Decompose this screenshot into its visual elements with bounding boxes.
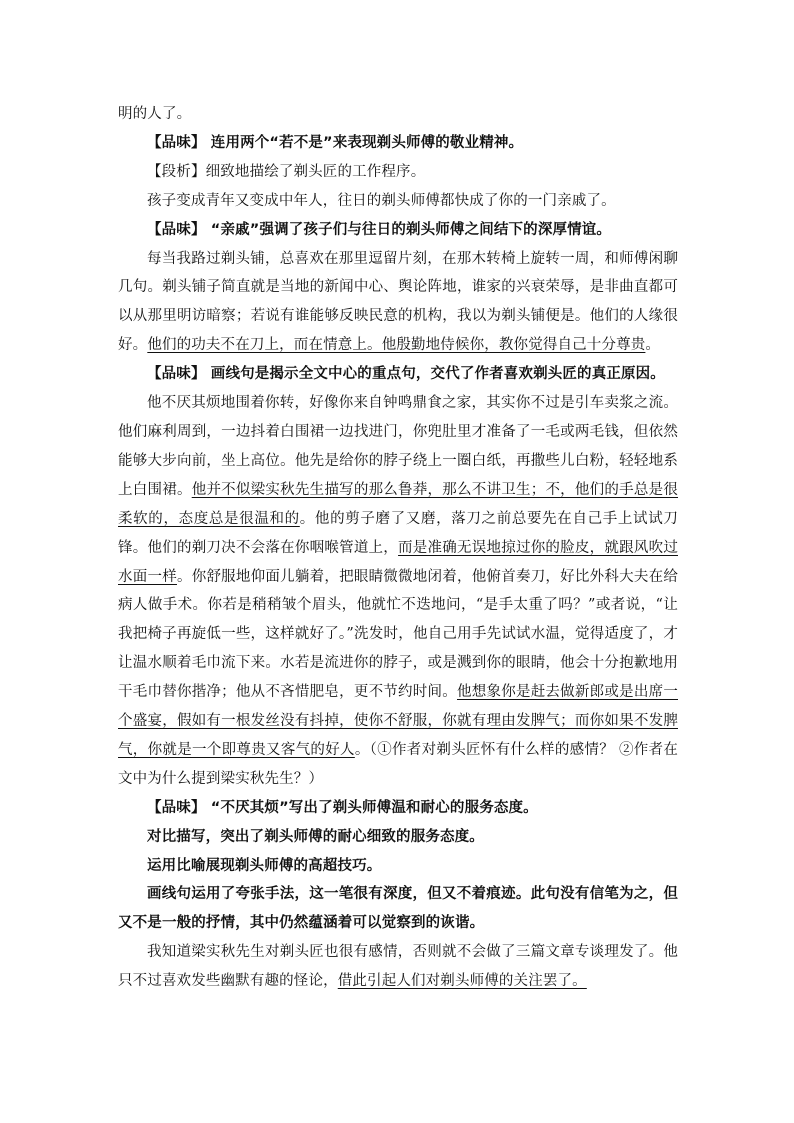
commentary-paragraph [118,880,678,938]
underlined-sentence: 他想象你是赶去做新郎或是出席一个盛宴，假如有一根发丝没有抖掉，使你不舒服，你就有理由发脾气；而你如果不发脾气，你就是一个即尊贵又客气的好人 [118,684,678,758]
body-paragraph [118,938,678,996]
text-segment: 他不厌其烦地围着你转，好像你来自钟鸣鼎食之家，其实你不过是引车卖浆之流。他们麻利周到，一边抖着白围裙一边找进门，你兜肚里才准备了一毛或两毛钱，但依然能够大步向前，坐上高位。他先是给你的脖子绕上一圈白纸，再撒些儿白粉，轻轻地系上白围裙。 [118,395,678,498]
annotation-label: 【品味】 [147,134,206,151]
underlined-sentence: 他并不似梁实秋先生描写的那么鲁莽，那么不讲卫生；不，他们的手总是很柔软的，态度总是很温和的 [118,481,679,527]
text-segment: 我知道梁实秋先生对剃头匠也很有感情，否则就不会做了三篇文章专谈理发了。他只不过喜欢发些幽默有趣的怪论， [118,944,678,990]
body-paragraph [118,245,678,361]
annotation-text: 画线句是揭示全文中心的重点句，交代了作者喜欢剃头匠的真正原因。 [205,366,665,383]
underlined-sentence: 借此引起人们对剃头师傅的关注罢了。 [337,973,587,990]
text-segment: 运用比喻展现剃头师傅的高超技巧。 [147,857,382,874]
text-segment: 。 [645,337,661,354]
text-segment: 明的人了。 [118,106,192,122]
annotation-paragraph [118,158,678,187]
annotation-label: 【品味】 [147,366,206,383]
underlined-sentence: 而是准确无误地掠过你的脸皮，就跟风吹过水面一样 [118,539,678,585]
annotation-label: 【段析】 [147,163,206,180]
body-paragraph [118,187,678,216]
annotation-text: “亲戚”强调了孩子们与往日的剃头师傅之间结下的深厚情谊。 [205,221,612,238]
annotation-paragraph [118,129,678,158]
commentary-paragraph [118,852,678,881]
commentary-paragraph [118,823,678,852]
text-segment: 。你舒服地仰面儿躺着，把眼睛微微地闭着，他俯首奏刀，好比外科大夫在给病人做手术。你若是稍稍皱个眉头，他就忙不迭地问，“是手太重了吗？”或者说，“让我把椅子再旋低一些，这样就好了。”洗发时，他自己用手先试试水温，觉得适度了，才让温水顺着毛巾流下来。水若是流进你的脖子，或是溅到你的眼睛，他会十分抱歉地用干毛巾替你揩净；他从不吝惜肥皂，更不节约时间。 [118,568,678,701]
text-segment: 对比描写，突出了剃头师傅的耐心细致的服务态度。 [147,828,484,845]
annotation-label: 【品味】 [147,799,206,816]
annotation-paragraph [118,216,678,245]
text-segment: 孩子变成青年又变成中年人，往日的剃头师傅都快成了你的一门亲戚了。 [147,192,616,209]
body-paragraph [118,100,678,129]
text-segment: 画线句运用了夸张手法，这一笔很有深度，但又不着痕迹。此句没有信笔为之，但又不是一般的抒情，其中仍然蕴涵着可以觉察到的诙谐。 [118,886,678,932]
body-paragraph [118,389,678,794]
document-page [118,100,678,996]
annotation-text: 细致地描绘了剃头匠的工作程序。 [205,163,426,180]
annotation-text: 连用两个“若不是”来表现剃头师傅的敬业精神。 [205,134,524,151]
annotation-text: “不厌其烦”写出了剃头师傅温和耐心的服务态度。 [205,799,538,816]
text-segment: 。（①作者对剃头匠怀有什么样的感情？ ②作者在文中为什么提到梁实秋先生？） [118,741,678,787]
text-segment: 。他的剪子磨了又磨，落刀之前总要先在自己手上试试刀锋。他们的剃刀决不会落在你咽喉管道上， [118,510,678,556]
underlined-sentence: 他们的功夫不在刀上，而在情意上。他殷勤地侍候你，教你觉得自己十分尊贵 [147,337,646,354]
annotation-paragraph [118,360,678,389]
annotation-paragraph [118,794,678,823]
annotation-label: 【品味】 [147,221,206,238]
text-segment: 每当我路过剃头铺，总喜欢在那里逗留片刻，在那木转椅上旋转一周，和师傅闲聊几句。剃头铺子简直就是当地的新闻中心、舆论阵地，谁家的兴衰荣辱，是非曲直都可以从那里明访暗察；若说有谁能够反映民意的机构，我以为剃头铺便是。他们的人缘很好。 [118,250,678,354]
